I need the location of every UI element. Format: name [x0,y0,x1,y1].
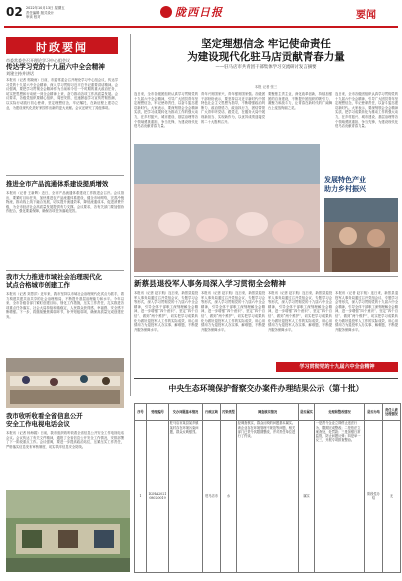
table-cell: 水 [221,420,237,572]
study-ribbon [276,362,398,372]
factory-photo [6,358,124,408]
sidebar-title-2: 助力乡村振兴 [324,184,366,193]
divider [6,270,124,271]
story-headline: 我市收听收看全省信息公开 安全工作电视电话会议 [6,412,83,428]
feature-body-col-4: 连日来，全市各级团组织认真学习贯彻党的十九届六中全会精神，引导广大团员青年坚定理想信念，牢记使命责任，以奋斗姿态建功新时代。大家表示，要深刻领会全会精神实质，把学习成果转化为推动工作的强大动力，在乡村振兴、城市建设、基层治理等各个领域勇挑重担、争当先锋，为建设现代化驻马店贡献青春力量。 [335,92,398,129]
masthead [0,0,402,30]
table-header: 是否属实 [299,404,315,421]
table-header: 行政区域 [203,404,221,421]
bulletin-title: 中央生态环境保护督察交办案件办理结果公示（第十批） [168,384,364,393]
feature-headline-2: 为建设现代化驻马店贡献青春力量 [187,51,345,63]
table-header-row [135,404,401,421]
story-headline: 新蔡县退役军人事务局深入学习贯彻全会精神 [134,279,286,288]
table-cell: D2HA202108020019 [147,420,169,572]
story-body: 本报讯（记者 刘思洋）近年来，我市坚持以市域社会治理现代化试点为抓手，着力构建共建共治共享的社会治理格局，不断提升基层治理能力和水平。今年以来，全市各级各部门紧盯创建目标，细化工作措施，压实工作责任，扎实推进各项重点任务落实，社会大局持续和谐稳定，人民群众获得感、幸福感、安全感不断增强。下一步，将继续聚焦薄弱环节，补齐短板弱项，确保高质量完成创建任务。 [6,292,124,319]
feature-photo-image [134,144,320,272]
table-cell: 一是责令企业立即停止违法行为，限期完成整改；二是依法立案查处，处罚款；三是加强日常监管，防止问题反弹；四是举一反三，开展专项排查整治。 [315,420,365,572]
sidebar-box [324,175,398,193]
feature-photo [134,144,320,272]
table-header: 是否办结 [365,404,383,421]
sidebar-photo-image [324,198,398,272]
divider [134,378,398,379]
paper-name: 陇西日报 [175,6,223,19]
story-body: 本报讯（记者 赵宇航）连日来，新蔡县退役军人事务局通过召开党组会议、专题学习会等形式，深入学习贯彻党的十九届六中全会精神，引导全体干部职工深刻理解全会精神，进一步增强“四个意识”、坚定“四个自信”、做到“两个维护”，切实把学习成果转化为做好退役军人工作的实际成效，用心用情用力为退役军人办实事、解难题，不断提升服务保障水平。 [335,291,398,332]
story-body: 本报讯（记者 赵宇航）连日来，新蔡县退役军人事务局通过召开党组会议、专题学习会等形式，深入学习贯彻党的十九届六中全会精神，引导全体干部职工深刻理解全会精神，进一步增强“四个意识”、坚定“四个自信”、做到“两个维护”，切实把学习成果转化为做好退役军人工作的实际成效，用心用情用力为退役军人办实事、解难题，不断提升服务保障水平。 [268,291,332,332]
table-header: 交办问题基本情况 [169,404,203,421]
table-cell: 驻马店市某县某乡镇某村存在环境污染问题，群众反映强烈。 [169,420,203,572]
masthead-meta [26,6,65,20]
factory-photo-image [6,358,124,408]
masthead-rule [4,26,398,28]
story-kicker: 市委常委会召开理论学习中心组会议 [6,58,70,63]
meta-line: 审读 校对 [26,15,41,20]
story-party-meeting [6,58,118,156]
section-banner [6,37,118,54]
story-body: 本报讯（记者 赵宇航）连日来，新蔡县退役军人事务局通过召开党组会议、专题学习会等形式，深入学习贯彻党的十九届六中全会精神，引导全体干部职工深刻理解全会精神，进一步增强“四个意识”、坚定“四个自信”、做到“两个维护”，切实把学习成果转化为做好退役军人工作的实际成效，用心用情用力为退役军人办实事、解难题，不断提升服务保障水平。 [134,291,198,332]
table-header: 处理和整改情况 [315,404,365,421]
page-number: 02 [6,5,23,19]
story-body: 本报讯（记者 郭晓雨）日前，市委常委会召开理论学习中心组会议，传达学习党的十九届六中全会精神，深入学习贯彻习近平总书记重要讲话精神。会议强调，要把学习贯彻全会精神作为当前和今后一个时期的重大政治任务，切实把思想和行动统一到全会精神上来，奋力推动各项工作高质量发展。会议要求，各级党组织要精心组织、周密安排，迅速掀起学习宣传贯彻热潮，以实际行动践行初心使命，坚定理想信念，牢记嘱托，在新征程上建功立业，为建设现代化美好家园作出新的更大贡献。会议还研究了其他事项。 [6,78,118,110]
story-veterans [134,279,398,289]
feature-body-col-2: 青年兴则国家兴，青年强则国家强。各级团干部纷纷表示，要坚持以习近平新时代中国特色社会主义思想为指导，不断增强政治判断力、政治领悟力、政治执行力，团结带领广大青年听党话、跟党走，在服务大局中展现新担当、实现新作为，以优异成绩迎接党的二十大胜利召开。 [201,92,265,124]
bulletin-header [134,384,398,394]
divider [6,175,124,176]
story-headline: 我市大力推进市域社会治理现代化 试点合格城市创建工作 [6,273,102,289]
feature-headline-1: 坚定理想信念 牢记使命责任 [201,38,331,50]
table-cell: 1 [135,420,147,572]
feature-byline: 本报 记者 张三 [254,85,278,89]
story-body: 本报讯（记者 王新辉）近日，全市产品流通体系建设工作推进会召开。会议指出，要紧盯目标任务，加快推进农产品流通体系建设，健全市场网络，完善冷链物流，推动线上线下融合发展，切实提升流通效率，降低流通成本，促进消费升级，为全市经济社会高质量发展提供有力支撑。会议要求，各有关部门要加强协作配合，强化要素保障，确保各项任务落地见效。 [6,191,124,214]
table-cell: 属实 [299,420,315,572]
story-logistics [6,180,124,273]
story-info-security [6,412,124,491]
story-body: 本报讯（记者 杨海娟）日前，我市组织收听收看全省信息公开安全工作电视电话会议。会议传达了有关文件精神，通报了全省信息公开安全工作情况，安排部署了下一阶段重点工作。会议强调，要进一步提高政治站位，压紧压实工作责任，严格落实信息发布审核制度，切实筑牢信息安全防线。 [6,431,124,449]
meta-line: 责任编辑 版式设计 [26,10,55,15]
paper-logo-icon [160,6,172,18]
section-name: 要闻 [356,10,376,21]
story-subhead: 刘建主持并讲话 [6,71,34,76]
table-cell: 经调查核实，群众反映的问题基本属实。该企业存在环境管理不规范等问题，相关部门已责令其限期整改，并对责任单位进行了约谈。 [237,420,299,572]
sidebar-title-1: 发展特色产业 [324,175,366,184]
production-photo-image [6,490,130,572]
feature-header [134,38,398,71]
story-governance [6,273,124,364]
feature-body-col-1: 连日来，全市各级团组织认真学习贯彻党的十九届六中全会精神，引导广大团员青年坚定理想信念，牢记使命责任，以奋斗姿态建功新时代。大家表示，要深刻领会全会精神实质，把学习成果转化为推动工作的强大动力，在乡村振兴、城市建设、基层治理等各个领域勇挑重担、争当先锋，为建设现代化驻马店贡献青春力量。 [134,92,198,129]
section-banner-label: 时政要闻 [36,41,88,54]
story-headline: 传达学习党的十九届六中全会精神 [6,63,105,71]
table-header: 污染类型 [221,404,237,421]
table-header: 序号 [135,404,147,421]
story-body: 本报讯（记者 赵宇航）连日来，新蔡县退役军人事务局通过召开党组会议、专题学习会等形式，深入学习贯彻党的十九届六中全会精神，引导全体干部职工深刻理解全会精神，进一步增强“四个意识”、坚定“四个自信”、做到“两个维护”，切实把学习成果转化为做好退役军人工作的实际成效，用心用情用力为退役军人办实事、解难题，不断提升服务保障水平。 [201,291,265,332]
table-cell: 阶段性办结 [365,420,383,572]
divider [134,276,398,277]
feature-subhead: ——驻马店市共青团干部集体学习交流研讨发言摘要 [215,65,317,70]
sidebar-photo [324,198,398,272]
meta-line: 2022年10月13日 星期五 [26,6,65,10]
table-cell: 无 [383,420,401,572]
table-cell: 驻马店市 [203,420,221,572]
story-headline: 推进全市产品流通体系建设提质增效 [6,180,109,188]
table-header: 调查核实情况 [237,404,299,421]
bulletin-table [134,403,401,573]
table-header: 责任人被处理情况 [383,404,401,421]
production-photo [6,490,130,572]
feature-body-col-3: 要聚焦主责主业，深化改革创新，持续加强团的自身建设，不断提升团组织的吸引力、凝聚力和战斗力，让青春在新时代的广阔舞台上绽放绚丽之花。 [268,92,332,110]
table-row [135,420,401,572]
column-divider [130,34,131,396]
table-header: 受理编号 [147,404,169,421]
study-ribbon-label: 学习贯彻党的十九届六中全会精神 [299,364,375,370]
